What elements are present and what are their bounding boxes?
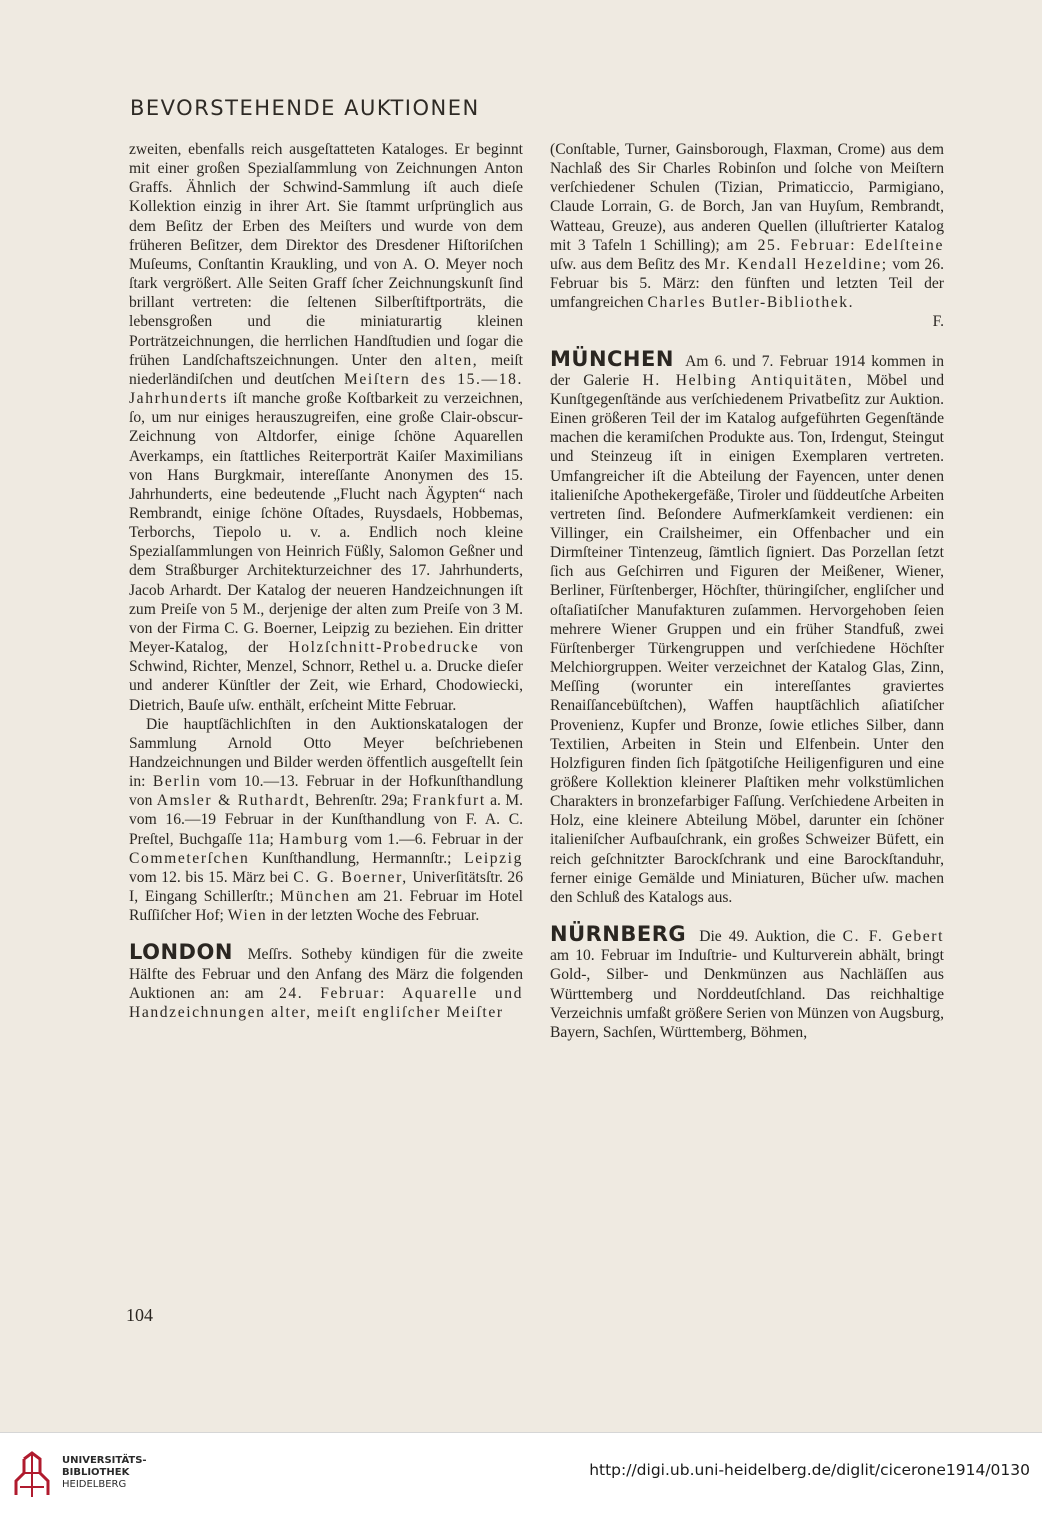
- section-heading-munchen: MÜNCHEN: [550, 346, 674, 371]
- left-column: [129, 140, 523, 1022]
- paragraph-london-continued: (Conſtable, Turner, Gainsborough, Flaxman, Crome) aus dem Nachlaß des Sir Charles Robinſon und ſolche von Meiſtern verſchiedener Schulen (Tizian, Primaticcio, Parmigiano, Claude Lorrain, G. de Borch, Jan van Huyſum, Rembrandt, Watteau, Greuze), aus anderen Quellen (illuſtrierter Katalog mit 3 Tafeln 1 Schilling); am 25. Februar: Edelſteine uſw. aus dem Beſitz des Mr. Kendall Hezeldine; vom 26. Februar bis 5. März: den fünften und letzten Teil der umfangreichen Charles Butler-Bibliothek. F.: [550, 141, 944, 331]
- paragraph-graff-collection: zweiten, ebenfalls reich ausgeſtatteten Kataloges. Er beginnt mit einer großen Spezialſammlung von Zeichnungen Anton Graffs. Ähnlich der Schwind-Sammlung iſt auch dieſe Kollektion einzig in ihrer Art. Sie ſtammt urſprünglich aus dem Beſitz der Erben des Meiſters und wurde von dem früheren Beſitzer, dem Direktor des Dresdener Hiſtoriſchen Muſeums, Conſtantin Kraukling, und von A. O. Meyer noch ſtark vergrößert. Alle Seiten Graff ſcher Zeichnungskunſt ſind brillant vertreten: die ſeltenen Silberſtiftporträts, die lebensgroßen und die miniaturartig kleinen Porträtzeichnungen, die herrlichen Handſtudien und ſogar die frühen Landſchaftszeichnungen. Unter den alten, meiſt niederländiſchen und deutſchen Meiſtern des 15.—18. Jahrhunderts iſt manche große Koſtbarkeit zu verzeichnen, ſo, um nur einiges herauszugreifen, eine große Clair-obscur-Zeichnung von Altdorfer, einige ſchöne Aquarellen Averkamps, ein ſtattliches Reiterporträt Kaiſer Maximilians von Hans Burgkmair, intereſſante Anonymen des 15. Jahrhunderts, eine bedeutende „Flucht nach Ägypten“ nach Rembrandt, einige ſchöne Oſtades, Ruysdaels, Hobbemas, Terborchs, Tiepolo u. v. a. Endlich noch kleine Spezialſammlungen von Heinrich Füßly, Salomon Geßner und dem Straßburger Architekturzeichner des 17. Jahrhunderts, Jacob Arhardt. Der Katalog der neueren Handzeichnungen iſt zum Preiſe von 5 M., derjenige der alten zum Preiſe von 3 M. von der Firma C. G. Boerner, Leipzig zu beziehen. Ein dritter Meyer-Katalog, der Holzſchnitt-Probedrucke von Schwind, Richter, Menzel, Schnorr, Rethel u. a. Drucke dieſer und anderer Künſtler der Zeit, wie Erhard, Chodowiecki, Dietrich, Bauſe uſw. enthält, erſcheint Mitte Februar.: [129, 141, 524, 714]
- right-column: [550, 140, 944, 1042]
- paragraph-exhibitions: Die hauptſächlichſten in den Auktionskatalogen der Sammlung Arnold Otto Meyer beſchriebenen Handzeichnungen und Bilder werden öffentlich ausgeſtellt ſein in: Berlin vom 10.—13. Februar in der Hofkunſthandlung von Amsler & Ruthardt, Behrenſtr. 29a; Frankfurt a. M. vom 16.—19 Februar in der Kunſthandlung von F. A. C. Preſtel, Buchgaſſe 11a; Hamburg vom 1.—6. Februar in der Commeterſchen Kunſthandlung, Hermannſtr.; Leipzig vom 12. bis 15. März bei C. G. Boerner, Univerſitätsſtr. 26 I, Eingang Schillerſtr.; München am 21. Februar im Hotel Ruſſiſcher Hof; Wien in der letzten Woche des Februar.: [129, 715, 524, 925]
- running-header: BEVORSTEHENDE AUKTIONEN: [130, 96, 480, 120]
- author-signature: F.: [932, 313, 944, 331]
- section-munchen: MÜNCHEN Am 6. und 7. Februar 1914 kommen in der Galerie H. Helbing Antiquitäten, Möbel und Kunſtgegenſtände aus verſchiedenem Privatbeſitz zur Auktion. Einen größeren Teil der im Katalog aufgeführten Gegenſtände machen die keramiſchen Produkte aus. Ton, Irdengut, Steingut und Steinzeug iſt in einigen Exemplaren vertreten. Umfangreicher iſt die Abteilung der Fayencen, unter denen italieniſche Apothekergefäße, Tiroler und ſüddeutſche Arbeiten vertreten ſind. Beſondere Aufmerkſamkeit verdienen: ein Villinger, ein Crailsheimer, ein Offenbacher und ein Dirmſteiner Tintenzeug, ſämtlich ſigniert. Das Porzellan ſetzt ſich aus Geſchirren und Figuren der Meißener, Wiener, Berliner, Fürſtenberger, Höchſter, thüringiſcher, engliſcher und oſtaſiatiſcher Manufakturen zuſammen. Hervorgehoben ſeien mehrere Wiener Gruppen und ein früher Standfuß, zwei Fürſtenberger Türkengruppen und verſchiedene Höchſter Melchiorgruppen. Weiter verzeichnet der Katalog Glas, Zinn, Meſſing (worunter ein intereſſantes graviertes Renaiſſancebüſtchen), Waffen hauptſächlich aſiatiſcher Provenienz, Kupfer und Bronze, ſowie etliches Silber, dann Textilien, Arbeiten in Stein und Elfenbein. Unter den Holzfiguren finden ſich ſpätgotiſche Heiligenfiguren und eine größere Kollektion kleinerer Plaſtiken mehr volkstümlichen Charakters in bronzefarbiger Faſſung. Verſchiedene Arbeiten in Holz, eine kleinere Abteilung Möbel, darunter ein ſchöner italieniſcher Aufbauſchrank, ein großes Schweizer Büfett, ein reich geſchnitzter Barockſchrank und eine Barockſtanduhr, ferner einige Gemälde und Miniaturen, Bücher uſw. machen den Schluß des Katalogs aus.: [550, 346, 944, 906]
- page-number: 104: [126, 1305, 153, 1325]
- section-nurnberg: NÜRNBERG Die 49. Auktion, die C. F. Gebert am 10. Februar im Induſtrie- und Kulturverein abhält, bringt Gold-, Silber- und Denkmünzen aus Nachläſſen aus Württemberg und Norddeutſchland. Das reichhaltige Verzeichnis umfaßt größere Serien von Münzen von Augsburg, Bayern, Sachſen, Württemberg, Böhmen,: [550, 922, 944, 1041]
- section-london: LONDON Meſſrs. Sotheby kündigen für die zweite Hälfte des Februar und den Anfang des März die folgenden Auktionen an: am 24. Februar: Aquarelle und Handzeichnungen alter, meiſt engliſcher Meiſter: [129, 940, 524, 1021]
- library-logo-icon: [10, 1451, 54, 1499]
- section-heading-nurnberg: NÜRNBERG: [550, 922, 687, 947]
- source-url-link[interactable]: http://digi.ub.uni-heidelberg.de/diglit/cicerone1914/0130: [589, 1461, 1030, 1479]
- section-heading-london: LONDON: [129, 940, 233, 965]
- library-name: UNIVERSITÄTS- BIBLIOTHEK HEIDELBERG: [62, 1455, 147, 1490]
- footer-bar: [0, 1432, 1042, 1517]
